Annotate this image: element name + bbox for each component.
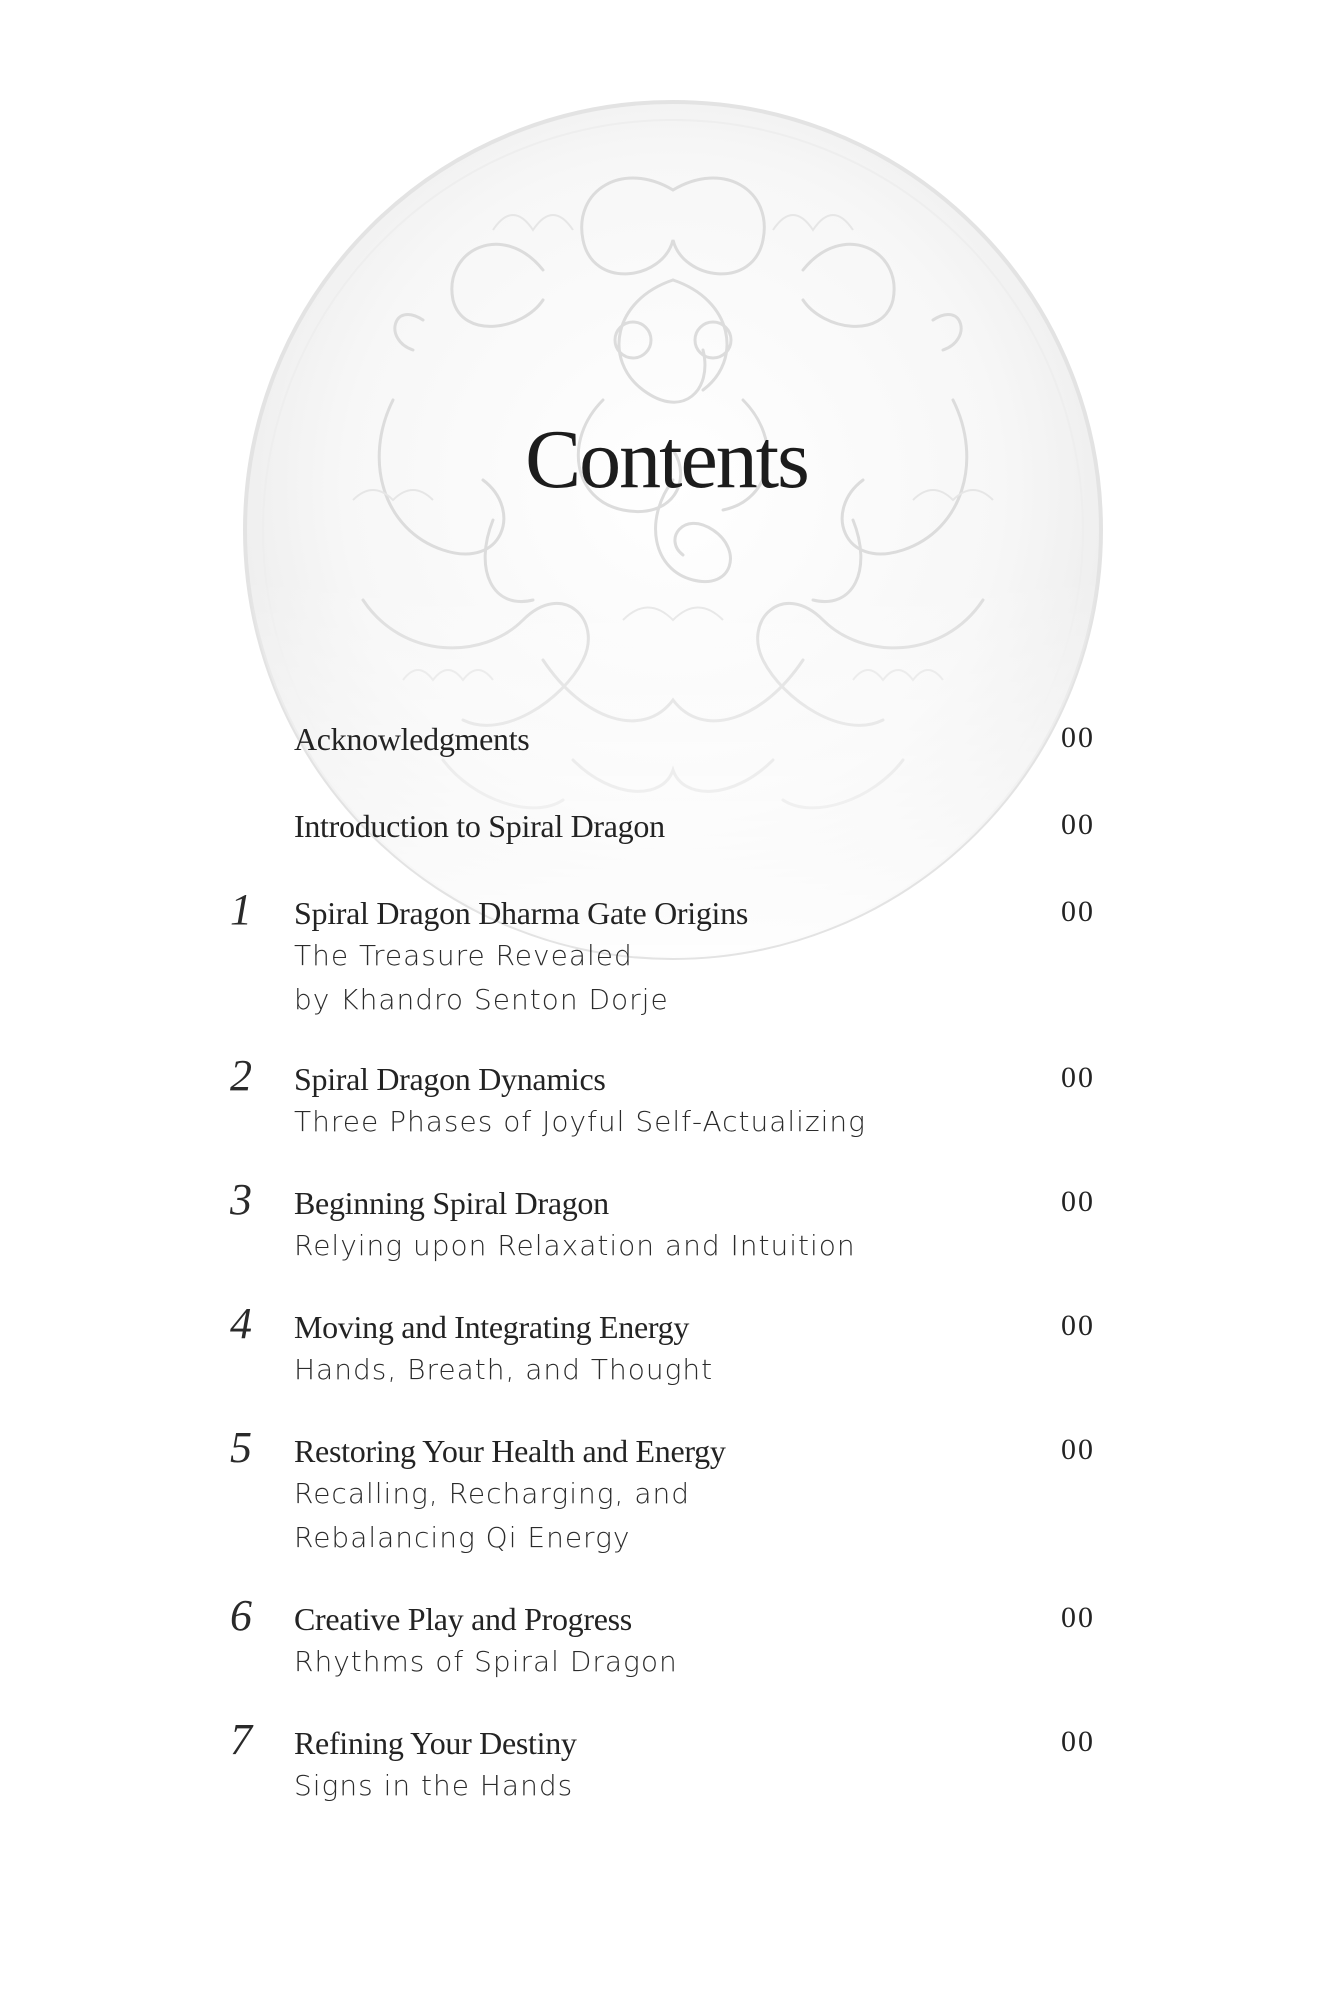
entry-subtitle: Hands, Breath, and Thought (294, 1353, 714, 1386)
entry-subtitle: Signs in the Hands (294, 1769, 574, 1802)
page-title: Contents (525, 413, 808, 506)
page-number: 00 (1061, 1061, 1095, 1094)
entry-title: Moving and Integrating Energy (294, 1309, 690, 1345)
chapter-number: 7 (230, 1715, 252, 1764)
page-number: 00 (1061, 1309, 1095, 1342)
chapter-number: 6 (230, 1591, 252, 1640)
page-number: 00 (1061, 1725, 1095, 1758)
chapter-number: 3 (230, 1175, 252, 1224)
chapter-number: 1 (230, 885, 252, 934)
page-number: 00 (1061, 1185, 1095, 1218)
entry-subtitle: by Khandro Senton Dorje (294, 983, 669, 1016)
entry-title: Introduction to Spiral Dragon (294, 808, 665, 844)
page-number: 00 (1061, 1601, 1095, 1634)
page-number: 00 (1061, 1433, 1095, 1466)
entry-title: Spiral Dragon Dynamics (294, 1061, 606, 1097)
entry-title: Acknowledgments (294, 721, 530, 757)
entry-subtitle: Three Phases of Joyful Self-Actualizing (294, 1105, 866, 1138)
entry-title: Spiral Dragon Dharma Gate Origins (294, 895, 748, 931)
entry-subtitle: The Treasure Revealed (294, 939, 633, 972)
chapter-number: 5 (230, 1423, 252, 1472)
page-number: 00 (1061, 808, 1095, 841)
entry-subtitle: Recalling, Recharging, and (294, 1477, 691, 1510)
page-number: 00 (1061, 721, 1095, 754)
page-number: 00 (1061, 895, 1095, 928)
entry-title: Creative Play and Progress (294, 1601, 632, 1637)
chapter-number: 2 (230, 1051, 252, 1100)
entry-title: Beginning Spiral Dragon (294, 1185, 609, 1221)
entry-title: Restoring Your Health and Energy (294, 1433, 726, 1469)
entry-subtitle: Relying upon Relaxation and Intuition (294, 1229, 856, 1262)
entry-title: Refining Your Destiny (294, 1725, 577, 1761)
chapter-number: 4 (230, 1299, 252, 1348)
entry-subtitle: Rebalancing Qi Energy (294, 1521, 631, 1554)
entry-subtitle: Rhythms of Spiral Dragon (294, 1645, 678, 1678)
